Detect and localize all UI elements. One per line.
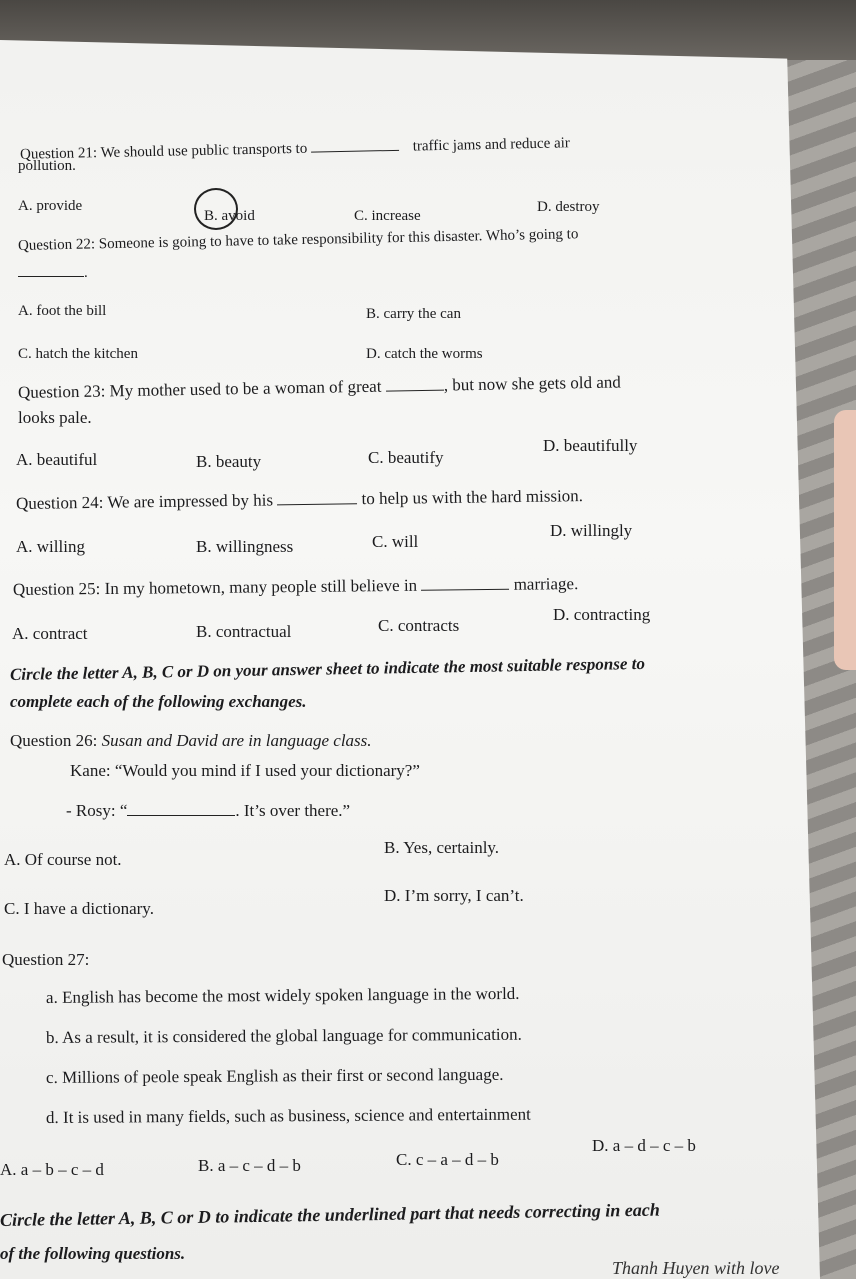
- q22-option-b[interactable]: B. carry the can: [366, 306, 461, 322]
- q26-option-d[interactable]: D. I’m sorry, I can’t.: [384, 886, 524, 905]
- q26-kane-line: Kane: “Would you mind if I used your dictionary?”: [70, 761, 420, 780]
- footer-signature: Thanh Huyen with love: [612, 1258, 780, 1278]
- q26-option-b[interactable]: B. Yes, certainly.: [384, 838, 500, 857]
- q25-stem: Question 25: In my hometown, many people still believe in marriage.: [12, 574, 579, 599]
- q27-option-d[interactable]: D. a – d – c – b: [592, 1136, 696, 1155]
- q27-option-b[interactable]: B. a – c – d – b: [198, 1156, 301, 1175]
- q22-option-d[interactable]: D. catch the worms: [366, 346, 483, 362]
- q25-blank: [421, 575, 509, 591]
- instruction-exchanges-line1: Circle the letter A, B, C or D on your answer sheet to indicate the most suitable response to: [9, 653, 646, 684]
- q25-option-b[interactable]: B. contractual: [196, 622, 292, 641]
- instruction-correction-line1: Circle the letter A, B, C or D to indicate the underlined part that needs correcting in each: [0, 1199, 660, 1230]
- q26-rosy-line: - Rosy: “ . It’s over there.”: [66, 801, 351, 820]
- q23-option-a[interactable]: A. beautiful: [16, 450, 98, 469]
- q22-blank: [18, 262, 84, 277]
- q21-option-b[interactable]: B. avoid: [204, 208, 255, 224]
- q21-blank: [311, 136, 399, 153]
- q23-option-c[interactable]: C. beautify: [368, 448, 444, 467]
- q26-blank: [127, 801, 235, 816]
- q22-option-c[interactable]: C. hatch the kitchen: [18, 346, 138, 362]
- q22-option-a[interactable]: A. foot the bill: [18, 303, 107, 319]
- q23-blank: [386, 376, 444, 392]
- q26-option-c[interactable]: C. I have a dictionary.: [4, 899, 154, 918]
- q23-option-d[interactable]: D. beautifully: [543, 436, 638, 455]
- q26-stem: Question 26: Susan and David are in language class.: [10, 731, 372, 750]
- q21-stem-cont: pollution.: [18, 158, 76, 174]
- q25-option-c[interactable]: C. contracts: [378, 616, 460, 635]
- q24-stem: Question 24: We are impressed by his to help us with the hard mission.: [15, 486, 584, 513]
- q27-stem: Question 27:: [2, 950, 90, 969]
- q25-option-a[interactable]: A. contract: [12, 624, 88, 643]
- q21-stem: Question 21: We should use public transports to traffic jams and reduce air: [19, 135, 571, 163]
- q27-item-d: d. It is used in many fields, such as business, science and entertainment: [45, 1104, 531, 1127]
- q27-item-c: c. Millions of peole speak English as their first or second language.: [45, 1064, 504, 1087]
- q23-stem: Question 23: My mother used to be a woman of great , but now she gets old and: [17, 372, 621, 402]
- q24-option-b[interactable]: B. willingness: [196, 537, 294, 556]
- q24-option-d[interactable]: D. willingly: [550, 521, 633, 540]
- q21-option-c[interactable]: C. increase: [354, 208, 421, 224]
- q21-option-a[interactable]: A. provide: [18, 198, 83, 214]
- q23-option-b[interactable]: B. beauty: [196, 452, 262, 471]
- q27-option-c[interactable]: C. c – a – d – b: [396, 1150, 499, 1169]
- instruction-correction-line2: of the following questions.: [0, 1244, 186, 1263]
- q24-option-c[interactable]: C. will: [372, 532, 419, 551]
- q27-item-b: b. As a result, it is considered the global language for communication.: [45, 1024, 522, 1047]
- q25-option-d[interactable]: D. contracting: [553, 605, 651, 624]
- background-object: [834, 410, 856, 670]
- q27-option-a[interactable]: A. a – b – c – d: [0, 1160, 104, 1179]
- q22-stem: Question 22: Someone is going to have to take responsibility for this disaster. Who’s going to: [17, 226, 579, 254]
- instruction-exchanges-line2: complete each of the following exchanges.: [10, 692, 307, 711]
- q26-option-a[interactable]: A. Of course not.: [4, 850, 122, 869]
- q21-option-d[interactable]: D. destroy: [537, 199, 600, 215]
- q24-blank: [277, 489, 357, 505]
- q23-stem-cont: looks pale.: [18, 408, 92, 427]
- q27-item-a: a. English has become the most widely spoken language in the world.: [45, 983, 520, 1007]
- q22-stem-cont: .: [18, 262, 88, 283]
- q24-option-a[interactable]: A. willing: [16, 537, 85, 556]
